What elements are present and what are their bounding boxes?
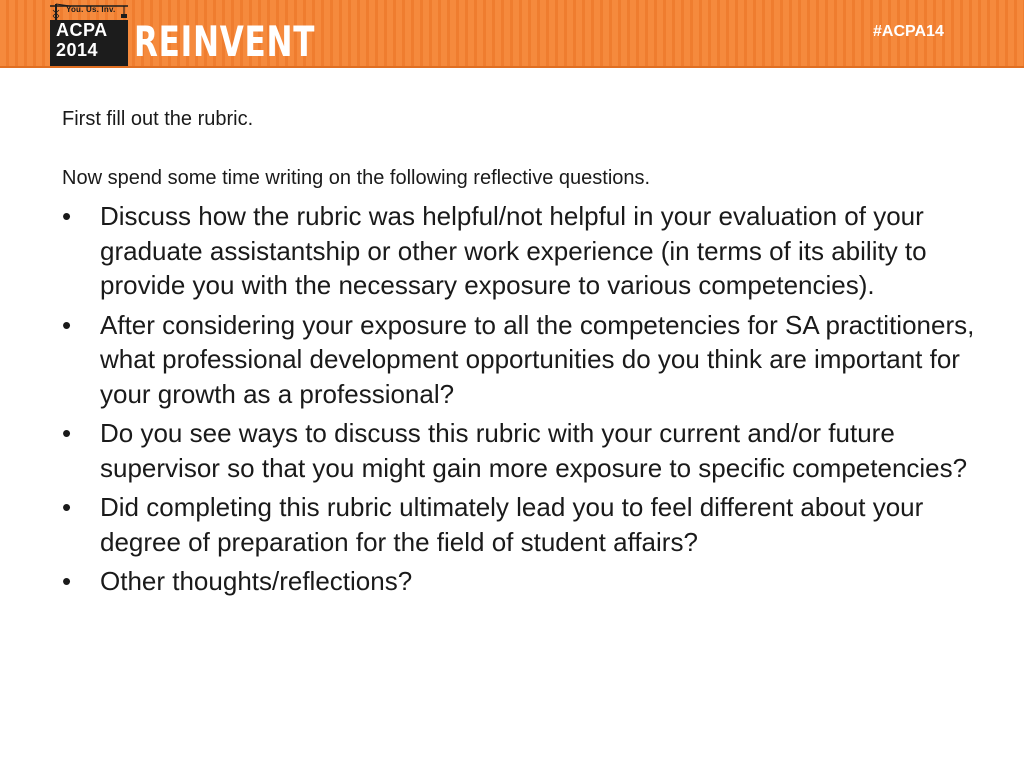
list-item	[62, 490, 982, 559]
list-item	[62, 564, 982, 599]
question-text: Other thoughts/reflections?	[100, 566, 413, 596]
list-item	[62, 308, 982, 412]
acpa-2014-logo	[50, 2, 316, 66]
bullet-icon: •	[62, 309, 72, 340]
list-item	[62, 199, 982, 303]
conference-hashtag: #ACPA14	[873, 23, 944, 40]
question-text: Did completing this rubric ultimately lead you to feel different about your degree of preparation for the field of student affairs?	[100, 492, 924, 557]
question-text: Do you see ways to discuss this rubric with your current and/or future supervisor so that you might gain more exposure to specific competencies?	[100, 418, 968, 483]
header-banner	[0, 0, 1024, 68]
logo-tagline: You. Us. Inv.	[66, 5, 116, 14]
logo-wordmark: REINVENT	[134, 17, 316, 66]
bullet-icon: •	[62, 566, 72, 596]
question-text: After considering your exposure to all the competencies for SA practitioners, what professional development opportunities do you think are important for your growth as a professional?	[100, 309, 975, 409]
question-text: Discuss how the rubric was helpful/not helpful in your evaluation of your graduate assistantship or other work experience (in terms of its ability to provide you with the necessary exposure to various competencies).	[100, 201, 927, 300]
bullet-icon: •	[62, 418, 72, 448]
bullet-icon: •	[62, 492, 72, 522]
list-item	[62, 416, 982, 485]
logo-org: ACPA	[56, 20, 108, 40]
lead-text: Now spend some time writing on the following reflective questions.	[62, 167, 651, 189]
intro-text: First fill out the rubric.	[62, 108, 254, 130]
logo-year: 2014	[56, 40, 99, 60]
bullet-icon: •	[62, 201, 72, 231]
reflective-questions-list	[62, 199, 982, 604]
